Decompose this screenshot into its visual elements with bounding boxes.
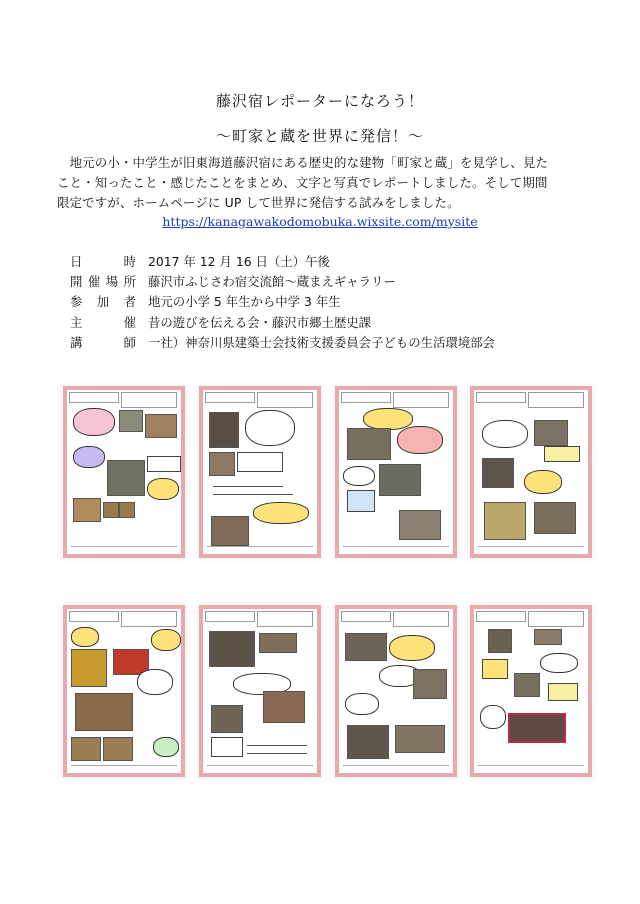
intro-line: 限定ですが、ホームページに UP して世界に発信する試みをしました。 [57, 195, 460, 210]
detail-value: 一社）神奈川県建築士会技術支援委員会子どもの生活環境部会 [148, 334, 495, 350]
report-thumbnail-2 [199, 386, 321, 558]
detail-label: 開催場所 [70, 274, 136, 290]
intro-paragraph [57, 153, 587, 213]
report-thumbnail-5 [63, 605, 185, 777]
page-title: 藤沢宿レポーターになろう！ [215, 92, 424, 110]
detail-label: 参加者 [70, 294, 136, 310]
detail-label: 日時 [70, 254, 136, 269]
detail-label: 講師 [70, 334, 136, 350]
report-thumbnail-8 [470, 605, 592, 777]
report-thumbnail-3 [335, 386, 457, 558]
detail-label: 主催 [70, 314, 136, 330]
report-thumbnail-7 [335, 605, 457, 777]
detail-value: 昔の遊びを伝える会・藤沢市郷土歴史課 [148, 314, 372, 330]
detail-value: 2017 年 12 月 16 日（土）午後 [148, 254, 330, 269]
report-thumbnail-6 [199, 605, 321, 777]
intro-line: こと・知ったこと・感じたことをまとめ、文字と写真でレポートしました。そして期間 [57, 175, 548, 190]
page-subtitle: 〜町家と蔵を世界に発信！〜 [215, 127, 424, 145]
detail-value: 地元の小学 5 年生から中学 3 年生 [148, 294, 341, 310]
intro-line: 地元の小・中学生が旧東海道藤沢宿にある歴史的な建物「町家と蔵」を見学し、見た [57, 155, 549, 170]
website-link[interactable]: https://kanagawakodomobuka.wixsite.com/mysite [162, 214, 478, 229]
report-thumbnail-1 [63, 386, 185, 558]
detail-value: 藤沢市ふじさわ宿交流館〜蔵まえギャラリー [148, 274, 396, 290]
report-thumbnail-4 [470, 386, 592, 558]
